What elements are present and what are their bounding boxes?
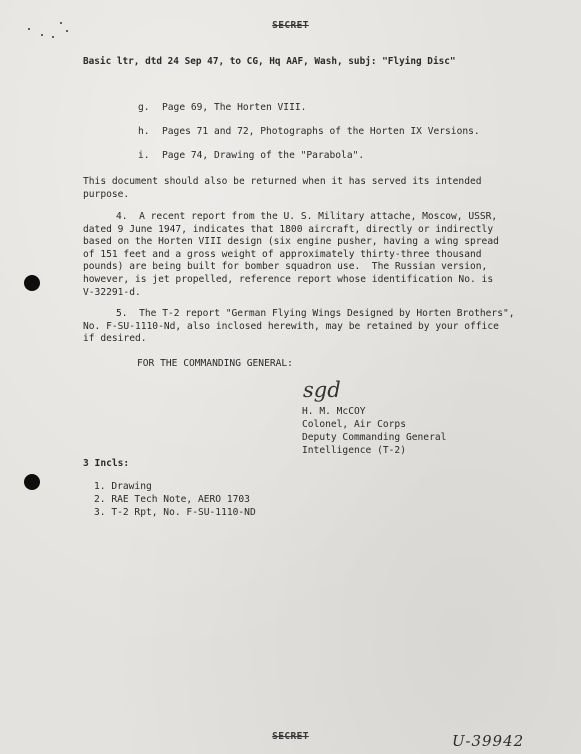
paragraph-line: however, is jet propelled, reference report whose identification No. is [83,273,494,285]
paragraph-line: if desired. [83,333,147,345]
return-note-line: purpose. [83,188,130,200]
return-note-line: This document should also be returned when it has served its intended [83,176,482,187]
signer-rank: Colonel, Air Corps [302,419,406,430]
inclosure-item: 3. T-2 Rpt, No. F-SU-1110-ND [94,507,256,518]
ink-speck [60,22,62,24]
list-item-h: Pages 71 and 72, Photographs of the Horten IX Versions. [162,126,480,137]
return-note [83,176,482,201]
paragraph-line: pounds) are being built for bomber squadron use. The Russian version, [83,261,488,273]
inclosure-item: 2. RAE Tech Note, AERO 1703 [94,494,250,505]
paragraph-line: 5. The T-2 report "German Flying Wings Designed by Horten Brothers", [116,308,515,319]
ink-speck [28,28,30,30]
paragraph-line: dated 9 June 1947, indicates that 1800 aircraft, directly or indirectly [83,223,494,235]
inclosures-heading: 3 Incls: [83,458,130,469]
paragraph-4 [83,211,499,299]
list-item-marker-g: g. [138,102,150,113]
inclosure-item: 1. Drawing [94,481,152,492]
for-commanding-general: FOR THE COMMANDING GENERAL: [137,358,293,369]
handwritten-document-number: U-39942 [452,732,525,750]
classification-header: SECRET [272,20,309,31]
signer-name: H. M. McCOY [302,406,366,417]
classification-footer: SECRET [272,731,309,742]
paragraph-line: based on the Horten VIII design (six engine pusher, having a wing spread [83,236,499,248]
list-item-i: Page 74, Drawing of the "Parabola". [162,150,365,161]
signer-office: Intelligence (T-2) [302,445,406,456]
list-item-marker-i: i. [138,150,150,161]
punch-hole [24,474,40,490]
paragraph-line: 4. A recent report from the U. S. Military attache, Moscow, USSR, [116,211,498,222]
paragraph-line: No. F-SU-1110-Nd, also inclosed herewith, may be retained by your office [83,320,499,332]
list-item-marker-h: h. [138,126,150,137]
paragraph-line: V-32291-d. [83,286,141,298]
ink-speck [66,30,68,32]
paragraph-line: of 151 feet and a gross weight of approximately thirty-three thousand [83,248,482,260]
signature-mark: sgd [303,378,341,402]
punch-hole [24,275,40,291]
signer-title: Deputy Commanding General [302,432,447,443]
ink-speck [41,34,43,36]
list-item-g: Page 69, The Horten VIII. [162,102,307,113]
ink-speck [52,36,54,38]
paragraph-5 [83,308,515,346]
reference-line: Basic ltr, dtd 24 Sep 47, to CG, Hq AAF, Wash, subj: "Flying Disc" [83,56,456,67]
